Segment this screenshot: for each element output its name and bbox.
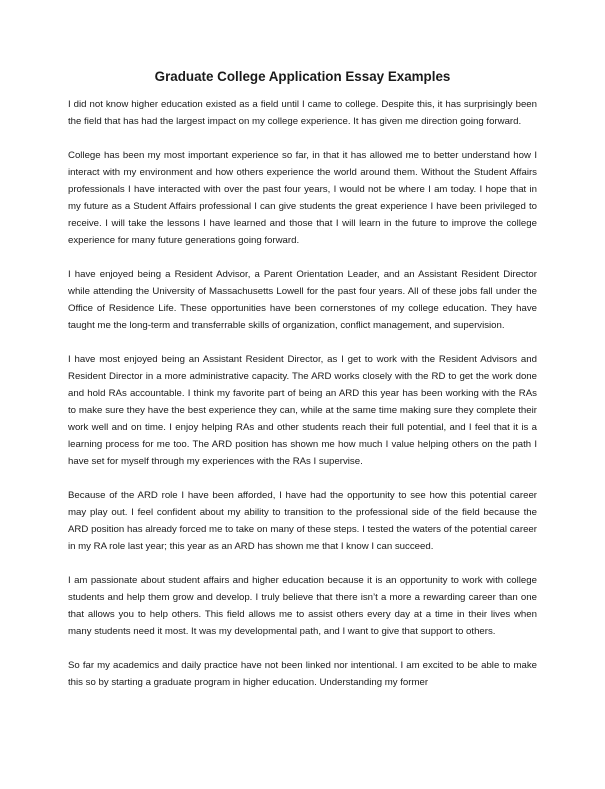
document-title: Graduate College Application Essay Examples [154,69,451,84]
paragraph: College has been my most important experience so far, in that it has allowed me to better understand how I interact with my environment and how others experience the world around them. Without the Student Affairs professionals I have interacted with over the past four years, I would not be where I am today. I hope that in my future as a Student Affairs professional I can give students the great experience I have been privileged to receive. I will take the lessons I have learned and those that I will learn in the future to improve the college experience for many future generations going forward. [68,150,537,246]
paragraph: So far my academics and daily practice have not been linked nor intentional. I am excited to be able to make this so by starting a graduate program in higher education. Understanding my former [68,660,537,688]
paragraph: I have most enjoyed being an Assistant Resident Director, as I get to work with the Resident Advisors and Resident Director in a more administrative capacity. The ARD works closely with the RD to get the work done and hold RAs accountable. I think my favorite part of being an ARD this year has been working with the RAs to make sure they have the best experience they can, while at the same time making sure they complete their work well and on time. I enjoy helping RAs and other students reach their full potential, and I feel that it is a learning process for me too. The ARD position has shown me how much I value helping others on the path I have set for myself through my experiences with the RAs I supervise. [68,354,537,467]
paragraph: I did not know higher education existed as a field until I came to college. Despite this, it has surprisingly been the field that has had the largest impact on my college experience. It has given me direction going forward. [68,99,537,127]
paragraph: I am passionate about student affairs and higher education because it is an opportunity to work with college students and help them grow and develop. I truly believe that there isn’t a more a rewarding career than one that allows you to help others. This field allows me to assist others every day at a time in their lives when many students need it most. It was my developmental path, and I want to give that support to others. [68,575,537,637]
paragraph: I have enjoyed being a Resident Advisor, a Parent Orientation Leader, and an Assistant Resident Director while attending the University of Massachusetts Lowell for the past four years. All of these jobs fall under the Office of Residence Life. These opportunities have been cornerstones of my college education. They have taught me the long-term and transferrable skills of organization, conflict management, and supervision. [68,269,537,331]
document-body [68,96,537,708]
paragraph: Because of the ARD role I have been afforded, I have had the opportunity to see how this potential career may play out. I feel confident about my ability to transition to the professional side of the field because the ARD position has already forced me to take on many of these steps. I tested the waters of the potential career in my RA role last year; this year as an ARD has shown me that I know I can succeed. [68,490,537,552]
